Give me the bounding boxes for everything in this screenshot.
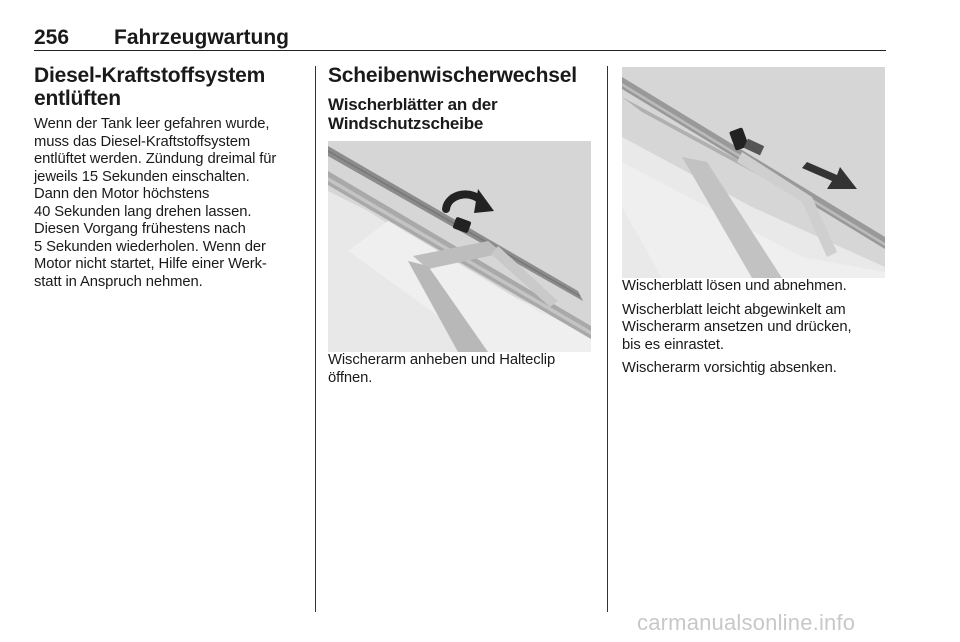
column-1 [34, 64, 302, 291]
page-number: 256 [34, 26, 70, 49]
column-divider-1 [315, 66, 316, 612]
page-header [34, 26, 884, 52]
section-title-diesel: Diesel-Kraftstoffsystem entlüften [34, 64, 266, 110]
figure-wiper-lift-arm [328, 141, 591, 352]
figure-wiper-remove-blade [622, 67, 885, 278]
column-divider-2 [607, 66, 608, 612]
section-title-wiper: Scheibenwischerwechsel [328, 64, 577, 87]
column-2 [328, 64, 594, 387]
step-remove-blade: Wischerblatt lösen und abnehmen. [622, 278, 847, 294]
step-lower-arm: Wischerarm vorsichtig absenken. [622, 360, 837, 376]
wiper-rotate-clip-illustration [328, 141, 591, 352]
watermark: carmanualsonline.info [637, 610, 856, 635]
column-3 [622, 64, 887, 378]
subsection-title-windshield: Wischerblätter an der Windschutzscheibe [328, 95, 498, 133]
figure-caption-lift-arm: Wischerarm anheben und Halteclip öffnen. [328, 352, 556, 386]
header-rule [34, 50, 886, 51]
step-attach-blade: Wischerblatt leicht abgewinkelt am Wischerarm ansetzen und drücken, bis es einrastet. [622, 301, 852, 353]
chapter-title: Fahrzeugwartung [114, 26, 290, 49]
wiper-remove-blade-illustration [622, 67, 885, 278]
diesel-body-text: Wenn der Tank leer gefahren wurde, muss das Diesel-Kraftstoffsystem entlüftet werden. Zündung dreimal für jeweils 15 Sekunden einschalten. Dann den Motor höchstens 40 Sekunden lang drehen lassen. Diesen Vorgang frühestens nach 5 Sekunden wiederholen. Wenn der Motor nicht startet, Hilfe einer Werk- statt in Anspruch nehmen. [34, 116, 277, 290]
